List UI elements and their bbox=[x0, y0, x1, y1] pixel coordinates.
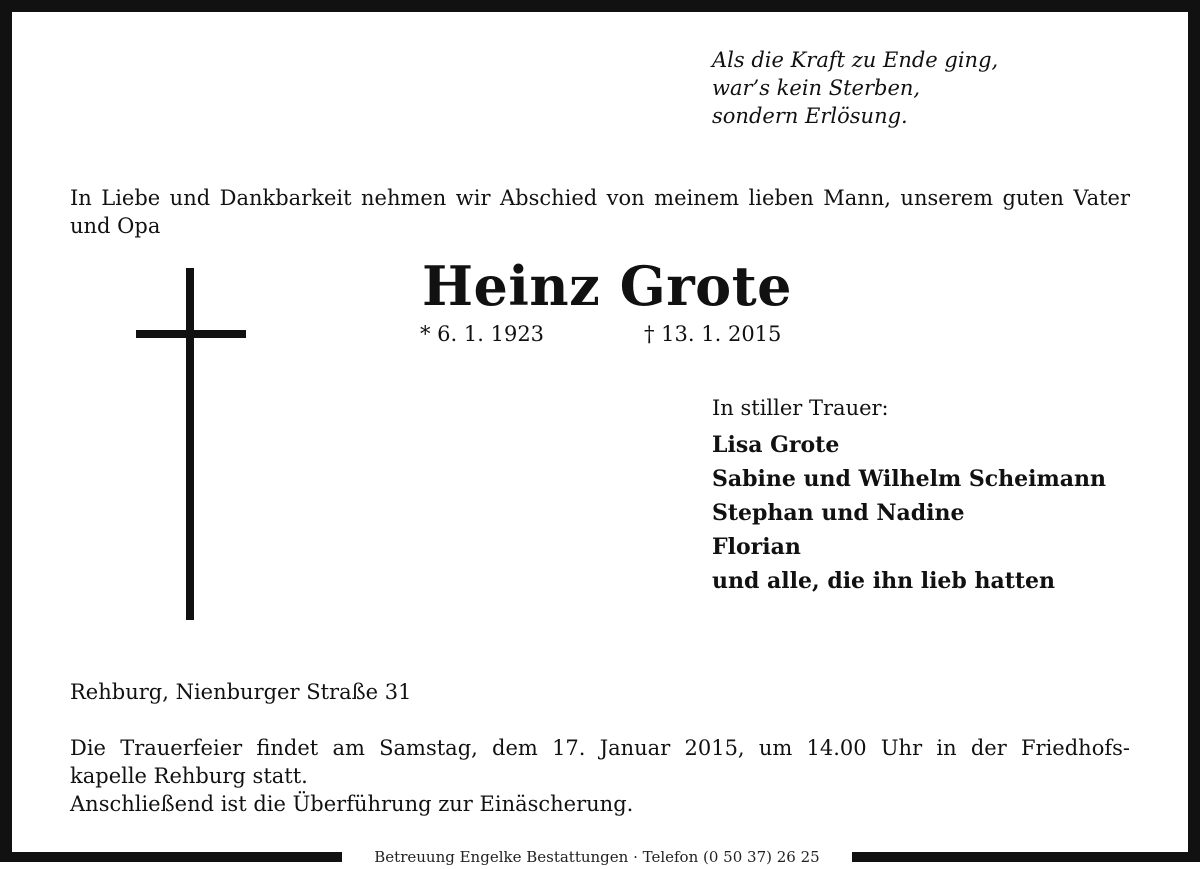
border-right bbox=[1188, 0, 1200, 862]
footer-undertaker: Betreuung Engelke Bestattungen · Telefon (0 50 37) 26 25 bbox=[374, 848, 820, 866]
mourner-name: Sabine und Wilhelm Scheimann bbox=[712, 466, 1107, 492]
ceremony-line: Anschließend ist die Überführung zur Einäscherung. bbox=[70, 792, 634, 816]
border-bottom-left bbox=[0, 852, 342, 862]
border-top bbox=[0, 0, 1200, 12]
border-bottom-right bbox=[852, 852, 1200, 862]
birth-date: * 6. 1. 1923 bbox=[420, 322, 545, 346]
mourner-name: Lisa Grote bbox=[712, 432, 840, 458]
death-date: † 13. 1. 2015 bbox=[644, 322, 782, 346]
deceased-name: Heinz Grote bbox=[422, 254, 792, 318]
motto-line: sondern Erlösung. bbox=[712, 104, 908, 128]
cross-icon bbox=[186, 268, 194, 620]
intro-text: In Liebe und Dankbarkeit nehmen wir Abschied von meinem lieben Mann, unserem guten Vater und Opa bbox=[70, 186, 1130, 238]
ceremony-line: Die Trauerfeier findet am Samstag, dem 17. Januar 2015, um 14.00 Uhr in der Friedhofs- bbox=[70, 736, 1130, 760]
address: Rehburg, Nienburger Straße 31 bbox=[70, 680, 412, 704]
cross-icon-bar bbox=[136, 330, 246, 338]
motto-line: war’s kein Sterben, bbox=[712, 76, 921, 100]
mourner-name: und alle, die ihn lieb hatten bbox=[712, 568, 1056, 594]
border-left bbox=[0, 0, 12, 862]
ceremony-info bbox=[70, 734, 1130, 818]
mourning-label: In stiller Trauer: bbox=[712, 396, 889, 420]
ceremony-line: kapelle Rehburg statt. bbox=[70, 764, 308, 788]
motto-line: Als die Kraft zu Ende ging, bbox=[712, 48, 999, 72]
motto-verse bbox=[712, 46, 998, 130]
mourner-name: Florian bbox=[712, 534, 801, 560]
mourners-list bbox=[712, 428, 1106, 598]
mourner-name: Stephan und Nadine bbox=[712, 500, 965, 526]
